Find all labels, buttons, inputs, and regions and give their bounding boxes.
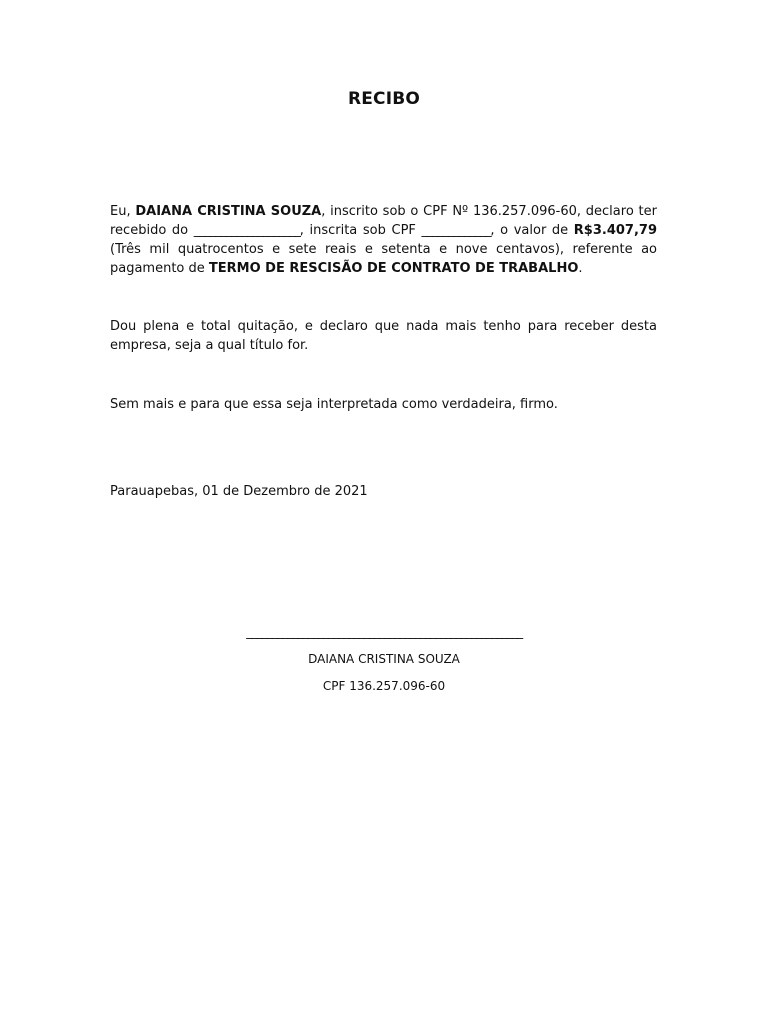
closing-paragraph: Sem mais e para que essa seja interpretada como verdadeira, firmo. <box>110 397 558 412</box>
declaration-text-part4: , o valor de <box>490 223 574 238</box>
amount-value: R$3.407,79 <box>573 223 657 238</box>
declaration-text-part1: Eu, <box>110 204 136 219</box>
signatory-cpf: CPF 136.257.096-60 <box>322 679 446 693</box>
document-title: RECIBO <box>347 89 421 109</box>
place-date: Parauapebas, 01 de Dezembro de 2021 <box>110 484 368 499</box>
signatory-name: DAIANA CRISTINA SOUZA <box>308 652 460 666</box>
declaration-text-part6: . <box>578 261 583 276</box>
declarant-name: DAIANA CRISTINA SOUZA <box>135 204 322 219</box>
payment-subject: TERMO DE RESCISÃO DE CONTRATO DE TRABALHO <box>208 261 579 276</box>
declaration-text-part3: , inscrita sob CPF <box>299 223 422 238</box>
declaration-text-part5: (Três mil quatrocentos e sete reais e setenta e nove centavos), referente ao pagamento de <box>110 242 657 276</box>
quittance-paragraph: Dou plena e total quitação, e declaro que nada mais tenho para receber desta empresa, seja a qual título for. <box>110 319 657 353</box>
payer-blank-field: ____________________ <box>193 223 300 238</box>
signature-line: ______________________________________________________ <box>246 625 522 640</box>
declaration-text-part2: , inscrito sob o CPF Nº 136.257.096-60, declaro ter recebido do <box>110 204 657 238</box>
declaration-paragraph <box>110 202 657 278</box>
payer-cpf-blank-field: _____________ <box>421 223 491 238</box>
